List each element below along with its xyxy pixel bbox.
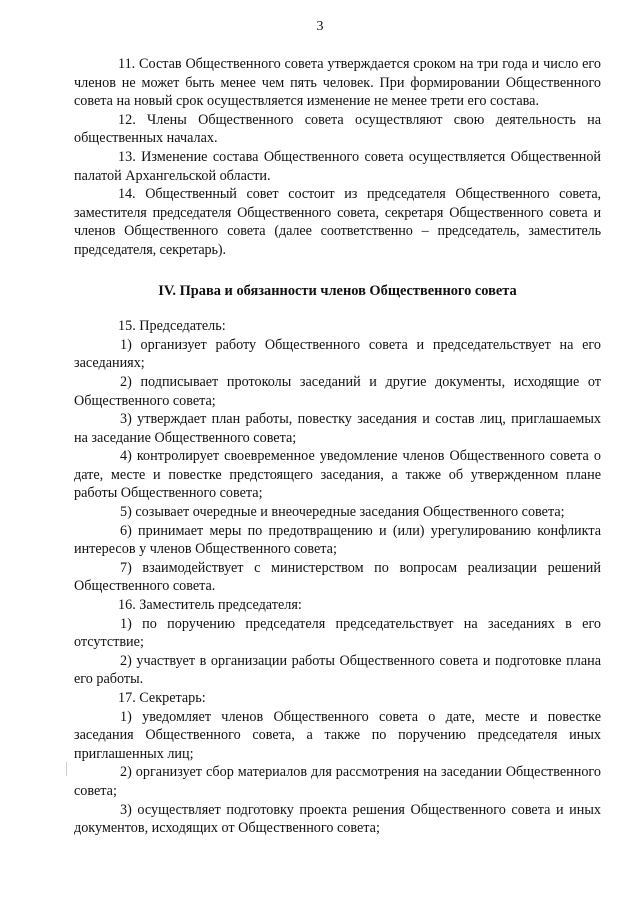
- document-body: [74, 55, 601, 838]
- paragraph-11: 11. Состав Общественного совета утверждается сроком на три года и число его членов не может быть менее чем пять человек. При формировании Общественного совета на новый срок осуществляется изменение не менее трети его состава.: [74, 56, 601, 110]
- paragraph-15: 15. Председатель:: [118, 318, 226, 335]
- page-number: 3: [316, 19, 324, 34]
- section-heading: IV. Права и обязанности членов Общественного совета: [158, 282, 517, 299]
- paragraph-17-item-3: 3) осуществляет подготовку проекта решения Общественного совета и иных документов, исходящих от Общественного совета;: [74, 801, 601, 837]
- paragraph-16-item-1: 1) по поручению председателя председательствует на заседаниях в его отсутствие;: [74, 615, 601, 651]
- paragraph-15-item-2: 2) подписывает протоколы заседаний и другие документы, исходящие от Общественного совета;: [74, 373, 601, 409]
- paragraph-15-item-5: 5) созывает очередные и внеочередные заседания Общественного совета;: [120, 504, 565, 521]
- margin-scan-mark: [66, 762, 67, 776]
- paragraph-16-item-2: 2) участвует в организации работы Общественного совета и подготовке плана его работы.: [74, 652, 601, 688]
- paragraph-15-item-7: 7) взаимодействует с министерством по вопросам реализации решений Общественного совета.: [74, 559, 601, 595]
- paragraph-17-item-2: 2) организует сбор материалов для рассмотрения на заседании Общественного совета;: [74, 764, 601, 799]
- paragraph-13: 13. Изменение состава Общественного совета осуществляется Общественной палатой Архангельской области.: [74, 148, 601, 184]
- paragraph-16: 16. Заместитель председателя:: [118, 597, 302, 614]
- paragraph-17-item-1: 1) уведомляет членов Общественного совета о дате, месте и повестке заседания Общественного совета, а также по поручению председателя иных приглашенных лиц;: [74, 708, 601, 762]
- paragraph-15-item-6: 6) принимает меры по предотвращению и (или) урегулированию конфликта интересов у членов Общественного совета;: [74, 522, 601, 558]
- paragraph-17: 17. Секретарь:: [118, 690, 206, 706]
- paragraph-12: 12. Члены Общественного совета осуществляют свою деятельность на общественных началах.: [74, 111, 601, 147]
- paragraph-15-item-4: 4) контролирует своевременное уведомление членов Общественного совета о дате, месте и повестке предстоящего заседания, а также об утвержденном плане работы Общественного совета;: [74, 448, 601, 502]
- paragraph-15-item-3: 3) утверждает план работы, повестку заседания и состав лиц, приглашаемых на заседание Общественного совета;: [74, 411, 601, 446]
- paragraph-14: 14. Общественный совет состоит из председателя Общественного совета, заместителя председателя Общественного совета, секретаря Общественного совета и членов Общественного совета (далее соответственно – председатель, заместитель председателя, секретарь).: [74, 186, 601, 258]
- paragraph-15-item-1: 1) организует работу Общественного совета и председательствует на его заседаниях;: [74, 336, 601, 372]
